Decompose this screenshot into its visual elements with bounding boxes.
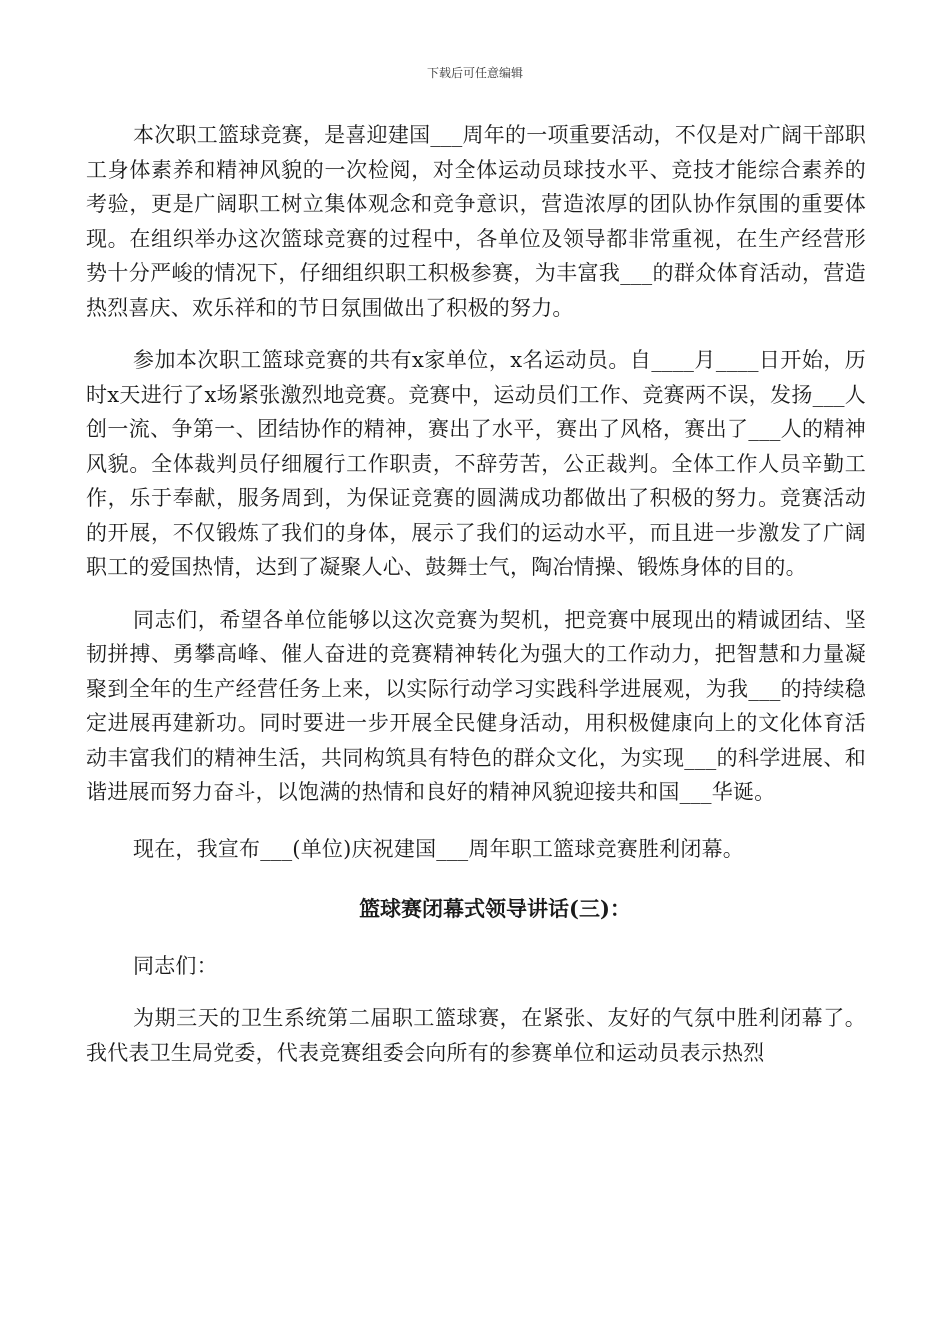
document-body: [86, 118, 866, 1070]
paragraph-4: 现在，我宣布___(单位)庆祝建国___周年职工篮球竞赛胜利闭幕。: [133, 836, 744, 861]
salutation: 同志们：: [133, 953, 218, 978]
paragraph-1: 本次职工篮球竞赛，是喜迎建国___周年的一项重要活动，不仅是对广阔干部职工身体素养和精神风貌的一次检阅，对全体运动员球技水平、竞技才能综合素养的考验，更是广阔职工树立集体观念和竞争意识，营造浓厚的团队协作氛围的重要体现。在组织举办这次篮球竞赛的过程中，各单位及领导都非常重视，在生产经营形势十分严峻的情况下，仔细组织职工积极参赛，为丰富我___的群众体育活动，营造热烈喜庆、欢乐祥和的节日氛围做出了积极的努力。: [86, 123, 866, 320]
section-heading: 篮球赛闭幕式领导讲话(三)：: [359, 896, 631, 921]
paragraph-3: 同志们，希望各单位能够以这次竞赛为契机，把竞赛中展现出的精诚团结、坚韧拼搏、勇攀高峰、催人奋进的竞赛精神转化为强大的工作动力，把智慧和力量凝聚到全年的生产经营任务上来，以实际行动学习实践科学进展观，为我___的持续稳定进展再建新功。同时要进一步开展全民健身活动，用积极健康向上的文化体育活动丰富我们的精神生活，共同构筑具有特色的群众文化，为实现___的科学进展、和谐进展而努力奋斗，以饱满的热情和良好的精神风貌迎接共和国___华诞。: [86, 607, 866, 804]
page-header-note: 下载后可任意编辑: [426, 66, 523, 80]
paragraph-5: 为期三天的卫生系统第二届职工篮球赛，在紧张、友好的气氛中胜利闭幕了。我代表卫生局党委，代表竞赛组委会向所有的参赛单位和运动员表示热烈: [86, 1006, 866, 1065]
paragraph-2: 参加本次职工篮球竞赛的共有x家单位，x名运动员。自____月____日开始，历时x天进行了x场紧张激烈地竞赛。竞赛中，运动员们工作、竞赛两不误，发扬___人创一流、争第一、团结协作的精神，赛出了水平，赛出了风格，赛出了___人的精神风貌。全体裁判员仔细履行工作职责，不辞劳苦，公正裁判。全体工作人员辛勤工作，乐于奉献，服务周到，为保证竞赛的圆满成功都做出了积极的努力。竞赛活动的开展，不仅锻炼了我们的身体，展示了我们的运动水平，而且进一步激发了广阔职工的爱国热情，达到了凝聚人心、鼓舞士气，陶冶情操、锻炼身体的目的。: [86, 348, 866, 579]
